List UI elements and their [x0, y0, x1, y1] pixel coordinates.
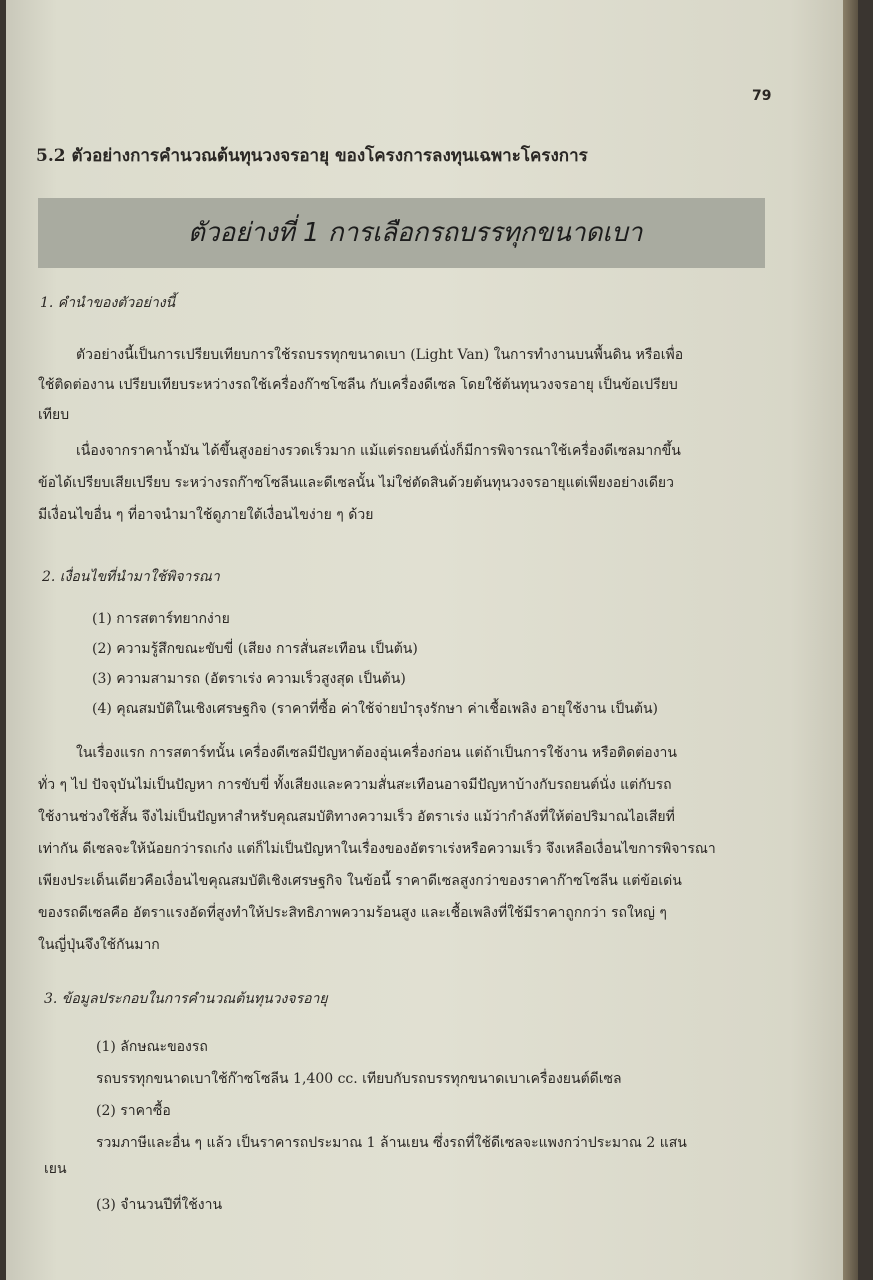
paragraph-line: ในเรื่องแรก การสตาร์ทนั้น เครื่องดีเซลมีปัญหาต้องอุ่นเครื่องก่อน แต่ถ้าเป็นการใช้งาน หรือติดต่องาน: [76, 745, 677, 761]
paragraph-line: เพียงประเด็นเดียวคือเงื่อนไขคุณสมบัติเชิงเศรษฐกิจ ในข้อนี้ ราคาดีเซลสูงกว่าของราคาก๊าซโซลีน แต่ข้อเด่น: [38, 873, 682, 889]
paragraph-line: มีเงื่อนไขอื่น ๆ ที่อาจนำมาใช้ดูภายใต้เงื่อนไขง่าย ๆ ด้วย: [38, 507, 374, 523]
condition-item: (2) ความรู้สึกขณะขับขี่ (เสียง การสั่นสะเทือน เป็นต้น): [92, 641, 418, 657]
example-banner: [38, 198, 765, 268]
paragraph-line: ใช้ติดต่องาน เปรียบเทียบระหว่างรถใช้เครื่องก๊าซโซลีน กับเครื่องดีเซล โดยใช้ต้นทุนวงจรอายุ เป็นข้อเปรียบ: [38, 377, 678, 393]
paragraph-line: เทียบ: [38, 407, 70, 423]
banner-title: ตัวอย่างที่ 1 การเลือกรถบรรทุกขนาดเบา: [188, 218, 643, 248]
section-heading-3: 3. ข้อมูลประกอบในการคำนวณต้นทุนวงจรอายุ: [44, 991, 328, 1007]
data-item-text: รวมภาษีและอื่น ๆ แล้ว เป็นราคารถประมาณ 1 ล้านเยน ซึ่งรถที่ใช้ดีเซลจะแพงกว่าประมาณ 2 แสน: [96, 1135, 687, 1151]
condition-item: (3) ความสามารถ (อัตราเร่ง ความเร็วสูงสุด เป็นต้น): [92, 671, 406, 687]
data-item-label: (1) ลักษณะของรถ: [96, 1039, 208, 1055]
page-edge: [843, 0, 858, 1280]
data-item-text: เยน: [44, 1161, 67, 1177]
condition-item: (1) การสตาร์ทยากง่าย: [92, 611, 230, 627]
condition-item: (4) คุณสมบัติในเชิงเศรษฐกิจ (ราคาที่ซื้อ ค่าใช้จ่ายบำรุงรักษา ค่าเชื้อเพลิง อายุใช้งาน เป็นต้น): [92, 701, 659, 717]
paragraph-line: ตัวอย่างนี้เป็นการเปรียบเทียบการใช้รถบรรทุกขนาดเบา (Light Van) ในการทำงานบนพื้นดิน หรือเพื่อ: [76, 347, 684, 363]
paragraph-line: ในญี่ปุ่นจึงใช้กันมาก: [38, 937, 160, 953]
section-heading-2: 2. เงื่อนไขที่นำมาใช้พิจารณา: [42, 569, 220, 585]
paragraph-line: ข้อได้เปรียบเสียเปรียบ ระหว่างรถก๊าซโซลีนและดีเซลนั้น ไม่ใช่ตัดสินด้วยต้นทุนวงจรอายุแต่เพียงอย่างเดียว: [38, 475, 674, 491]
paragraph-line: เนื่องจากราคาน้ำมัน ได้ขึ้นสูงอย่างรวดเร็วมาก แม้แต่รถยนต์นั่งก็มีการพิจารณาใช้เครื่องดีเซลมากขึ้น: [76, 443, 681, 459]
data-item-text: รถบรรทุกขนาดเบาใช้ก๊าซโซลีน 1,400 cc. เทียบกับรถบรรทุกขนาดเบาเครื่องยนต์ดีเซล: [96, 1071, 622, 1087]
paragraph-line: ใช้งานช่วงใช้สั้น จึงไม่เป็นปัญหาสำหรับคุณสมบัติทางความเร็ว อัตราเร่ง แม้ว่ากำลังที่ให้ต่อปริมาณไอเสียที่: [38, 809, 675, 825]
paragraph-line: เท่ากัน ดีเซลจะให้น้อยกว่ารถเก๋ง แต่ก็ไม่เป็นปัญหาในเรื่องของอัตราเร่งหรือความเร็ว จึงเหลือเงื่อนไขการพิจารณา: [38, 841, 716, 857]
book-page: [6, 0, 858, 1280]
data-item-label: (2) ราคาซื้อ: [96, 1103, 171, 1119]
section-title: 5.2 ตัวอย่างการคำนวณต้นทุนวงจรอายุ ของโครงการลงทุนเฉพาะโครงการ: [36, 146, 588, 166]
data-item-label: (3) จำนวนปีที่ใช้งาน: [96, 1197, 223, 1213]
paragraph-line: ของรถดีเซลคือ อัตราแรงอัดที่สูงทำให้ประสิทธิภาพความร้อนสูง และเชื้อเพลิงที่ใช้มีราคาถูกกว่า รถใหญ่ ๆ: [38, 905, 667, 921]
page-number: 79: [752, 88, 772, 104]
paragraph-line: ทั่ว ๆ ไป ปัจจุบันไม่เป็นปัญหา การขับขี่ ทั้งเสียงและความสั่นสะเทือนอาจมีปัญหาบ้างกับรถยนต์นั่ง แต่กับรถ: [38, 777, 672, 793]
section-heading-1: 1. คำนำของตัวอย่างนี้: [40, 295, 176, 311]
